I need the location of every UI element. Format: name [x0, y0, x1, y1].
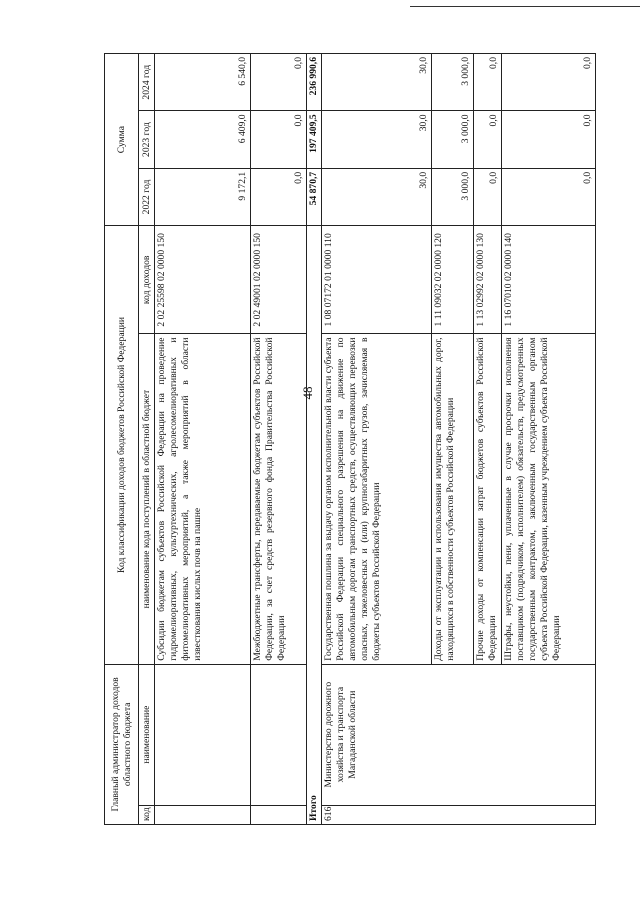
admin-name-cell — [155, 664, 251, 805]
description-cell: Субсидии бюджетам субъектов Российской Федерации на проведение гидромелиоративных, культуртехнических, агролесомелиоративных и фитомелиоративных мероприятий, а также мероприятий в области известкования кислых почв на пашне — [155, 334, 251, 664]
description-cell: Прочие доходы от компенсации затрат бюджетов субъектов Российской Федерации — [473, 334, 501, 664]
description-cell: Межбюджетные трансферты, передаваемые бюджетам субъектов Российской Федерации, за счет средств резервного фонда Правительства Российской Федерации — [251, 334, 307, 664]
revenue-code-cell: 1 13 02992 02 0000 130 — [473, 226, 501, 334]
sum-group-header: Сумма — [105, 54, 139, 226]
classification-group-header: Код классификации доходов бюджетов Российской Федерации — [105, 226, 139, 665]
admin-name-cell — [251, 664, 307, 805]
value-2022-cell: 0,0 — [501, 168, 595, 225]
ministry-code-cell: 616 — [321, 805, 595, 824]
value-2024-cell: 0,0 — [473, 54, 501, 111]
page-edge-line — [410, 6, 640, 7]
value-2023-cell: 0,0 — [251, 111, 307, 168]
revenue-code-cell: 2 02 25598 02 0000 150 — [155, 226, 251, 334]
description-cell: Штрафы, неустойки, пени, уплаченные в случае просрочки исполнения поставщиком (подрядчиком, исполнителем) обязательств, предусмотренных государственным контрактом, заключенным государственным органом субъекта Российской Федерации, казенным учреждением субъекта Российской Федерации — [501, 334, 595, 664]
description-cell: Государственная пошлина за выдачу органом исполнительной власти субъекта Российской Федерации специального разрешения на движение по автомобильным дорогам транспортных средств, осуществляющих перевозки опасных, тяжеловесных и (или) крупногабаритных грузов, зачисляемая в бюджеты субъектов Российской Федерации — [321, 334, 431, 664]
table-row — [251, 54, 307, 825]
revenue-code-cell: 1 08 07172 01 0000 110 — [321, 226, 431, 334]
year-2023-header: 2023 год — [139, 111, 155, 168]
value-2022-cell: 9 172,1 — [155, 168, 251, 225]
revenue-code-cell: 2 02 49001 02 0000 150 — [251, 226, 307, 334]
revenue-code-cell: 1 11 09032 02 0000 120 — [431, 226, 473, 334]
value-2024-cell: 30,0 — [321, 54, 431, 111]
table-row — [155, 54, 251, 825]
year-2024-header: 2024 год — [139, 54, 155, 111]
value-2024-cell: 6 540,0 — [155, 54, 251, 111]
admin-code-cell — [251, 805, 307, 824]
value-2023-cell: 3 000,0 — [431, 111, 473, 168]
description-cell: Доходы от эксплуатации и использования имущества автомобильных дорог, находящихся в собственности субъектов Российской Федерации — [431, 334, 473, 664]
class-name-header: наименование кода поступлений в областной бюджет — [139, 334, 155, 664]
value-2023-cell: 0,0 — [501, 111, 595, 168]
value-2023-cell: 0,0 — [473, 111, 501, 168]
header-row-group — [105, 54, 139, 825]
revenue-table — [104, 53, 596, 825]
total-2024-cell: 236 990,6 — [307, 54, 322, 111]
table-row — [321, 54, 431, 825]
value-2023-cell: 6 409,0 — [155, 111, 251, 168]
admin-code-header: код — [139, 805, 155, 824]
value-2023-cell: 30,0 — [321, 111, 431, 168]
year-2022-header: 2022 год — [139, 168, 155, 225]
class-code-header: код доходов — [139, 226, 155, 334]
revenue-code-cell: 1 16 07010 02 0000 140 — [501, 226, 595, 334]
ministry-name-cell: Министерство дорожного хозяйства и транспорта Магаданской области — [321, 664, 595, 805]
value-2024-cell: 3 000,0 — [431, 54, 473, 111]
page-number: 48 — [300, 386, 315, 400]
admin-name-header: наименование — [139, 664, 155, 805]
total-2023-cell: 197 409,5 — [307, 111, 322, 168]
total-2022-cell: 54 870,7 — [307, 168, 322, 225]
value-2022-cell: 30,0 — [321, 168, 431, 225]
value-2022-cell: 3 000,0 — [431, 168, 473, 225]
total-label: Итого — [307, 226, 322, 825]
admin-group-header: Главный администратор доходов областного бюджета — [105, 664, 139, 824]
value-2024-cell: 0,0 — [501, 54, 595, 111]
value-2024-cell: 0,0 — [251, 54, 307, 111]
admin-code-cell — [155, 805, 251, 824]
header-row-columns — [139, 54, 155, 825]
value-2022-cell: 0,0 — [251, 168, 307, 225]
total-row — [307, 54, 322, 825]
rotated-table-container — [104, 53, 594, 825]
value-2022-cell: 0,0 — [473, 168, 501, 225]
